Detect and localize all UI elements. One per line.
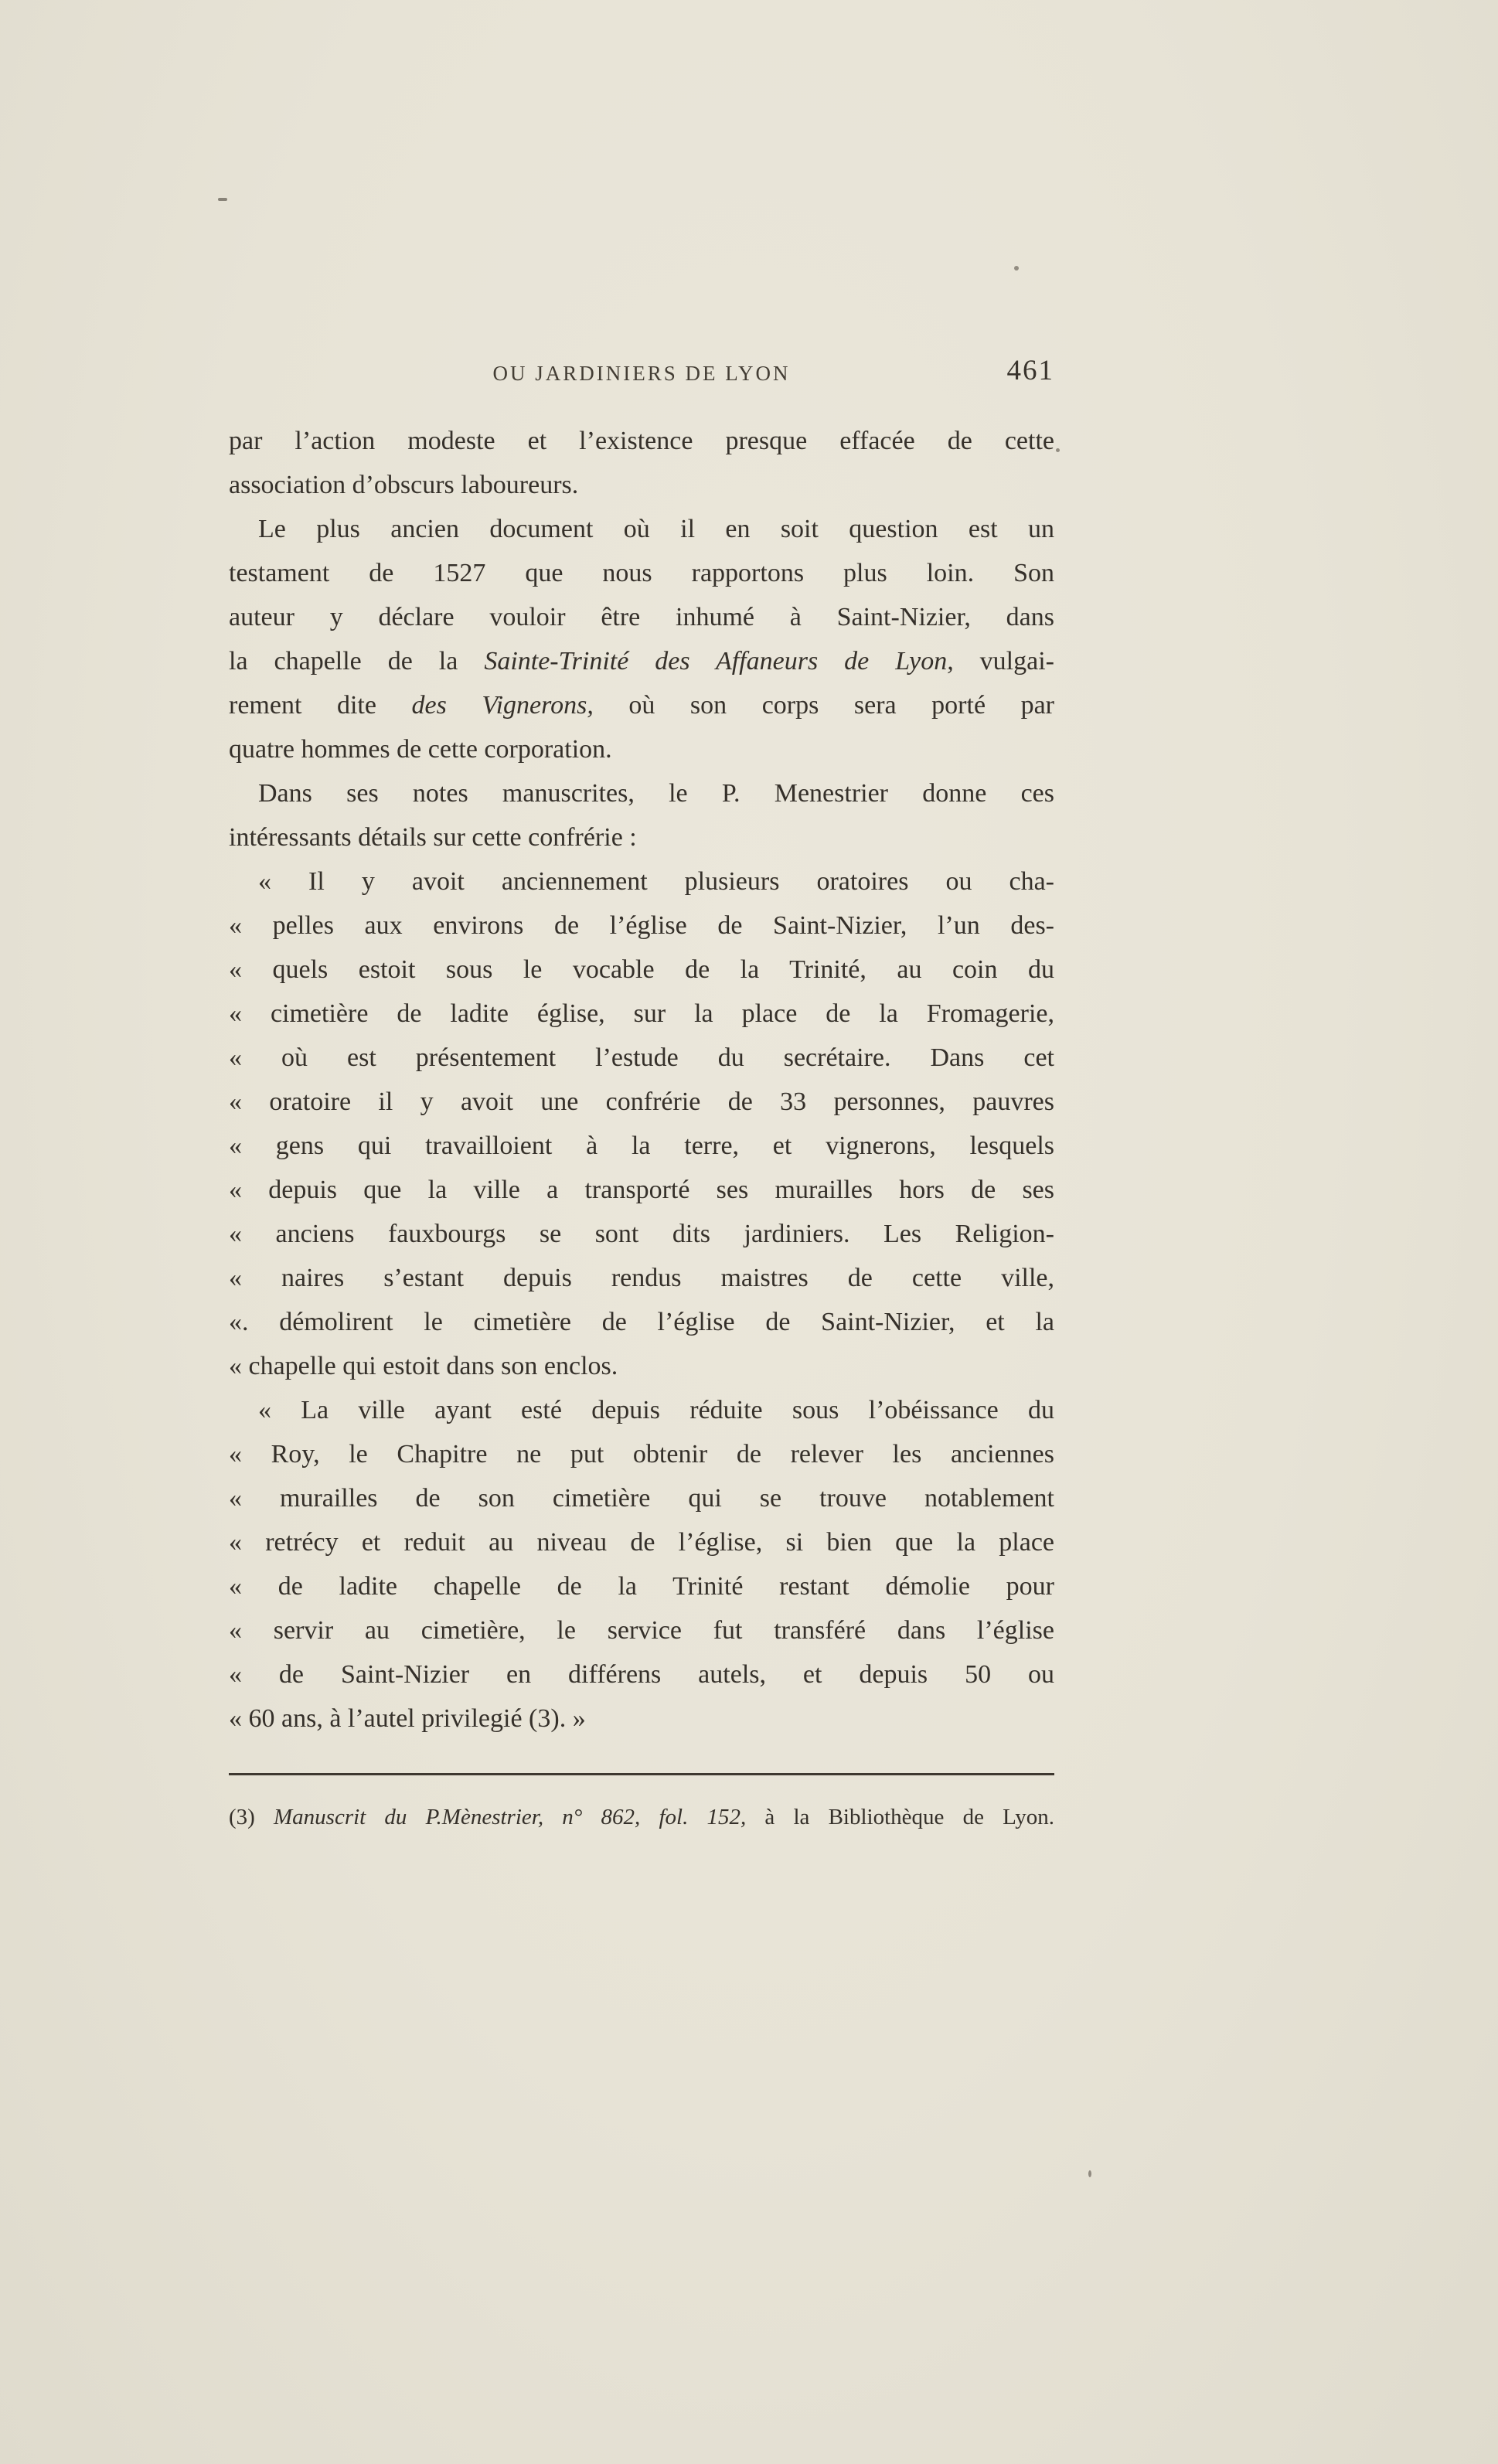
text-segment: vulgai-	[953, 647, 1054, 676]
text-segment: par l’action modeste et l’existence presque effacée de cette	[229, 427, 1054, 455]
text-segment: « depuis que la ville a transporté ses murailles hors de ses	[229, 1176, 1054, 1204]
page-number: 461	[1006, 355, 1054, 386]
text-line	[229, 1652, 1054, 1697]
text-segment: « murailles de son cimetière qui se trouve notablement	[229, 1484, 1054, 1513]
italic-text: Sainte-Trinité des Affaneurs de Lyon,	[484, 647, 954, 676]
text-segment: « chapelle qui estoit dans son enclos.	[229, 1352, 618, 1380]
text-segment: « retrécy et reduit au niveau de l’église, si bien que la place	[229, 1528, 1054, 1557]
italic-text: Manuscrit du P.Mènestrier, n° 862, fol. 152,	[274, 1805, 747, 1829]
text-segment: « de Saint-Nizier en différens autels, et depuis 50 ou	[229, 1660, 1054, 1689]
text-line	[229, 1608, 1054, 1652]
text-segment: « gens qui travailloient à la terre, et vignerons, lesquels	[229, 1132, 1054, 1160]
page-header	[229, 355, 1054, 396]
text-line	[229, 1212, 1054, 1256]
text-line	[229, 948, 1054, 992]
text-segment: Le plus ancien document où il en soit question est un	[258, 515, 1054, 543]
text-line	[229, 771, 1054, 815]
text-segment: « cimetière de ladite église, sur la place de la Fromagerie,	[229, 999, 1054, 1028]
text-segment: auteur y déclare vouloir être inhumé à Saint-Nizier, dans	[229, 603, 1054, 631]
text-line	[229, 551, 1054, 595]
text-line	[229, 859, 1054, 904]
text-line	[229, 1388, 1054, 1432]
footnote-rule	[229, 1773, 1054, 1775]
text-line	[229, 1168, 1054, 1212]
text-column	[229, 355, 1054, 1833]
text-segment: « où est présentement l’estude du secrétaire. Dans cet	[229, 1043, 1054, 1072]
text-line	[229, 992, 1054, 1036]
text-segment: « de ladite chapelle de la Trinité restant démolie pour	[229, 1572, 1054, 1601]
text-line	[229, 1476, 1054, 1520]
text-line	[229, 815, 1054, 859]
text-line	[229, 727, 1054, 771]
text-line	[229, 1036, 1054, 1080]
scan-speck	[218, 198, 227, 201]
text-line	[229, 507, 1054, 551]
text-line	[229, 1124, 1054, 1168]
text-segment: la chapelle de la	[229, 647, 485, 676]
text-segment: « oratoire il y avoit une confrérie de 33 personnes, pauvres	[229, 1087, 1054, 1116]
text-line	[229, 683, 1054, 727]
footnote	[229, 1802, 1054, 1833]
text-segment: Dans ses notes manuscrites, le P. Menestrier donne ces	[258, 779, 1054, 808]
text-line	[229, 904, 1054, 948]
scan-speck	[1056, 448, 1060, 452]
text-segment: à la Bibliothèque de Lyon.	[746, 1805, 1054, 1829]
text-line	[229, 1300, 1054, 1344]
text-line	[229, 463, 1054, 507]
running-title: OU JARDINIERS DE LYON	[492, 362, 791, 385]
text-segment: « anciens fauxbourgs se sont dits jardiniers. Les Religion-	[229, 1220, 1054, 1248]
text-segment: association d’obscurs laboureurs.	[229, 471, 579, 499]
text-segment: « quels estoit sous le vocable de la Trinité, au coin du	[229, 955, 1054, 984]
text-line	[229, 1344, 1054, 1388]
text-line	[229, 1697, 1054, 1741]
text-segment: « 60 ans, à l’autel privilegié (3). »	[229, 1704, 586, 1733]
scan-speck	[1088, 2170, 1091, 2177]
text-segment: « Il y avoit anciennement plusieurs oratoires ou cha-	[258, 867, 1054, 896]
italic-text: des Vignerons,	[411, 691, 594, 720]
text-segment: « La ville ayant esté depuis réduite sous l’obéissance du	[258, 1396, 1054, 1424]
text-line	[229, 1080, 1054, 1124]
text-segment: testament de 1527 que nous rapportons plus loin. Son	[229, 559, 1054, 587]
text-segment: « Roy, le Chapitre ne put obtenir de relever les anciennes	[229, 1440, 1054, 1469]
text-segment: intéressants détails sur cette confrérie :	[229, 823, 637, 852]
text-line	[229, 1256, 1054, 1300]
text-line	[229, 419, 1054, 463]
text-line	[229, 595, 1054, 639]
text-line	[229, 1520, 1054, 1564]
text-segment: « pelles aux environs de l’église de Saint-Nizier, l’un des-	[229, 911, 1054, 940]
body-text	[229, 419, 1054, 1741]
text-line	[229, 1432, 1054, 1476]
text-segment: (3)	[229, 1805, 274, 1829]
text-segment: rement dite	[229, 691, 412, 720]
text-line	[229, 1564, 1054, 1608]
text-segment: « servir au cimetière, le service fut transféré dans l’église	[229, 1616, 1054, 1645]
text-segment: où son corps sera porté par	[593, 691, 1054, 720]
text-segment: « naires s’estant depuis rendus maistres de cette ville,	[229, 1264, 1054, 1292]
scan-speck	[1014, 266, 1019, 271]
text-line	[229, 639, 1054, 683]
text-segment: «. démolirent le cimetière de l’église de Saint-Nizier, et la	[229, 1308, 1054, 1336]
text-segment: quatre hommes de cette corporation.	[229, 735, 612, 764]
